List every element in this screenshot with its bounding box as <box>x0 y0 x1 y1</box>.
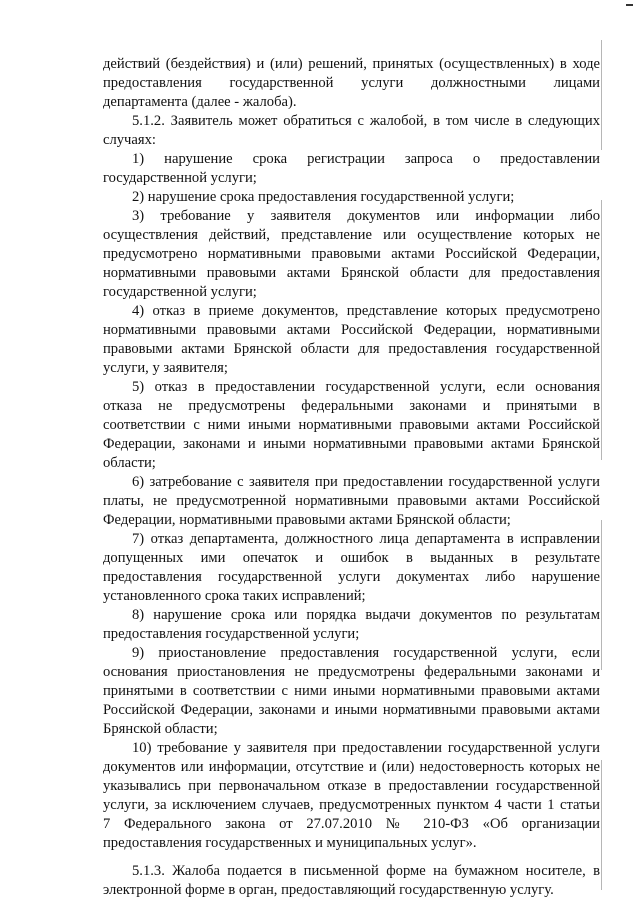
text-line: Брянской области; <box>103 721 218 737</box>
text-line: 5.1.2. Заявитель может обратиться с жалобой, в том числе в следующих <box>132 113 600 129</box>
text-line: Федерации, нормативными правовыми актами Брянской области; <box>103 512 511 528</box>
text-line: департамента (далее - жалоба). <box>103 94 297 110</box>
text-line: допущенных ими опечаток и ошибок в выданных в результате <box>103 550 600 566</box>
scan-edge-mark <box>601 760 602 890</box>
text-line: 7) отказ департамента, должностного лица департамента в исправлении <box>132 531 600 547</box>
text-line: принятыми в соответствии с ними иными нормативными правовыми актами <box>103 683 600 699</box>
text-line: услуги, за исключением случаев, предусмотренных пунктом 4 части 1 статьи <box>103 797 600 813</box>
text-line: 5.1.3. Жалоба подается в письменной форме на бумажном носителе, в <box>132 863 600 879</box>
text-line: услуги, у заявителя; <box>103 360 228 376</box>
text-line: платы, не предусмотренной нормативными правовыми актами Российской <box>103 493 600 509</box>
text-line: документов или информации, отсутствие и (или) недостоверность которых не <box>103 759 600 775</box>
text-line: правовыми актами Брянской области для предоставления государственной <box>103 341 600 357</box>
text-line: 2) нарушение срока предоставления государственной услуги; <box>132 189 515 205</box>
scan-edge-mark <box>601 200 602 460</box>
text-line: 7 Федерального закона от 27.07.2010 № 210-ФЗ «Об организации <box>103 816 600 832</box>
text-line: нормативными правовыми актами Брянской области для предоставления <box>103 265 600 281</box>
text-line: указывались при первоначальном отказе в предоставлении государственной <box>103 778 600 794</box>
text-line: предусмотрено нормативными правовыми актами Российской Федерации, <box>103 246 600 262</box>
text-line: 8) нарушение срока или порядка выдачи документов по результатам <box>132 607 600 623</box>
text-line: нормативными правовыми актами Российской Федерации, нормативными <box>103 322 600 338</box>
text-line: установленного срока таких исправлений; <box>103 588 366 604</box>
text-line: действий (бездействия) и (или) решений, принятых (осуществленных) в ходе <box>103 56 600 72</box>
text-line: 4) отказ в приеме документов, представление которых предусмотрено <box>132 303 600 319</box>
scan-edge-mark <box>601 40 602 150</box>
text-line: 9) приостановление предоставления государственной услуги, если <box>132 645 600 661</box>
text-line: предоставления государственной услуги должностными лицами <box>103 75 600 91</box>
scan-edge-mark <box>601 520 602 670</box>
text-line: 6) затребование с заявителя при предоставлении государственной услуги <box>132 474 600 490</box>
text-line: Российской Федерации, законами и иными нормативными правовыми актами <box>103 702 600 718</box>
text-line: предоставления государственной услуги; <box>103 626 360 642</box>
text-line: 10) требование у заявителя при предоставлении государственной услуги <box>132 740 600 756</box>
text-line: предоставления государственной услуги документах либо нарушение <box>103 569 600 585</box>
text-line: 5) отказ в предоставлении государственной услуги, если основания <box>132 379 600 395</box>
text-line: осуществления действий, представление или осуществление которых не <box>103 227 600 243</box>
text-line: отказа не предусмотрены федеральными законами и принятыми в <box>103 398 600 414</box>
text-line: государственной услуги; <box>103 170 257 186</box>
scan-corner-mark <box>626 4 633 6</box>
text-line: области; <box>103 455 156 471</box>
text-line: предоставления государственных и муниципальных услуг». <box>103 835 477 851</box>
text-line: 1) нарушение срока регистрации запроса о предоставлении <box>132 151 600 167</box>
text-line: основания приостановления не предусмотрены федеральными законами и <box>103 664 600 680</box>
text-line: соответствии с ними иными нормативными правовыми актами Российской <box>103 417 600 433</box>
text-line: 3) требование у заявителя документов или информации либо <box>132 208 600 224</box>
text-line: случаях: <box>103 132 156 148</box>
text-line: электронной форме в орган, предоставляющий государственную услугу. <box>103 882 554 898</box>
text-line: государственной услуги; <box>103 284 257 300</box>
text-line: Федерации, законами и иными нормативными правовыми актами Брянской <box>103 436 600 452</box>
